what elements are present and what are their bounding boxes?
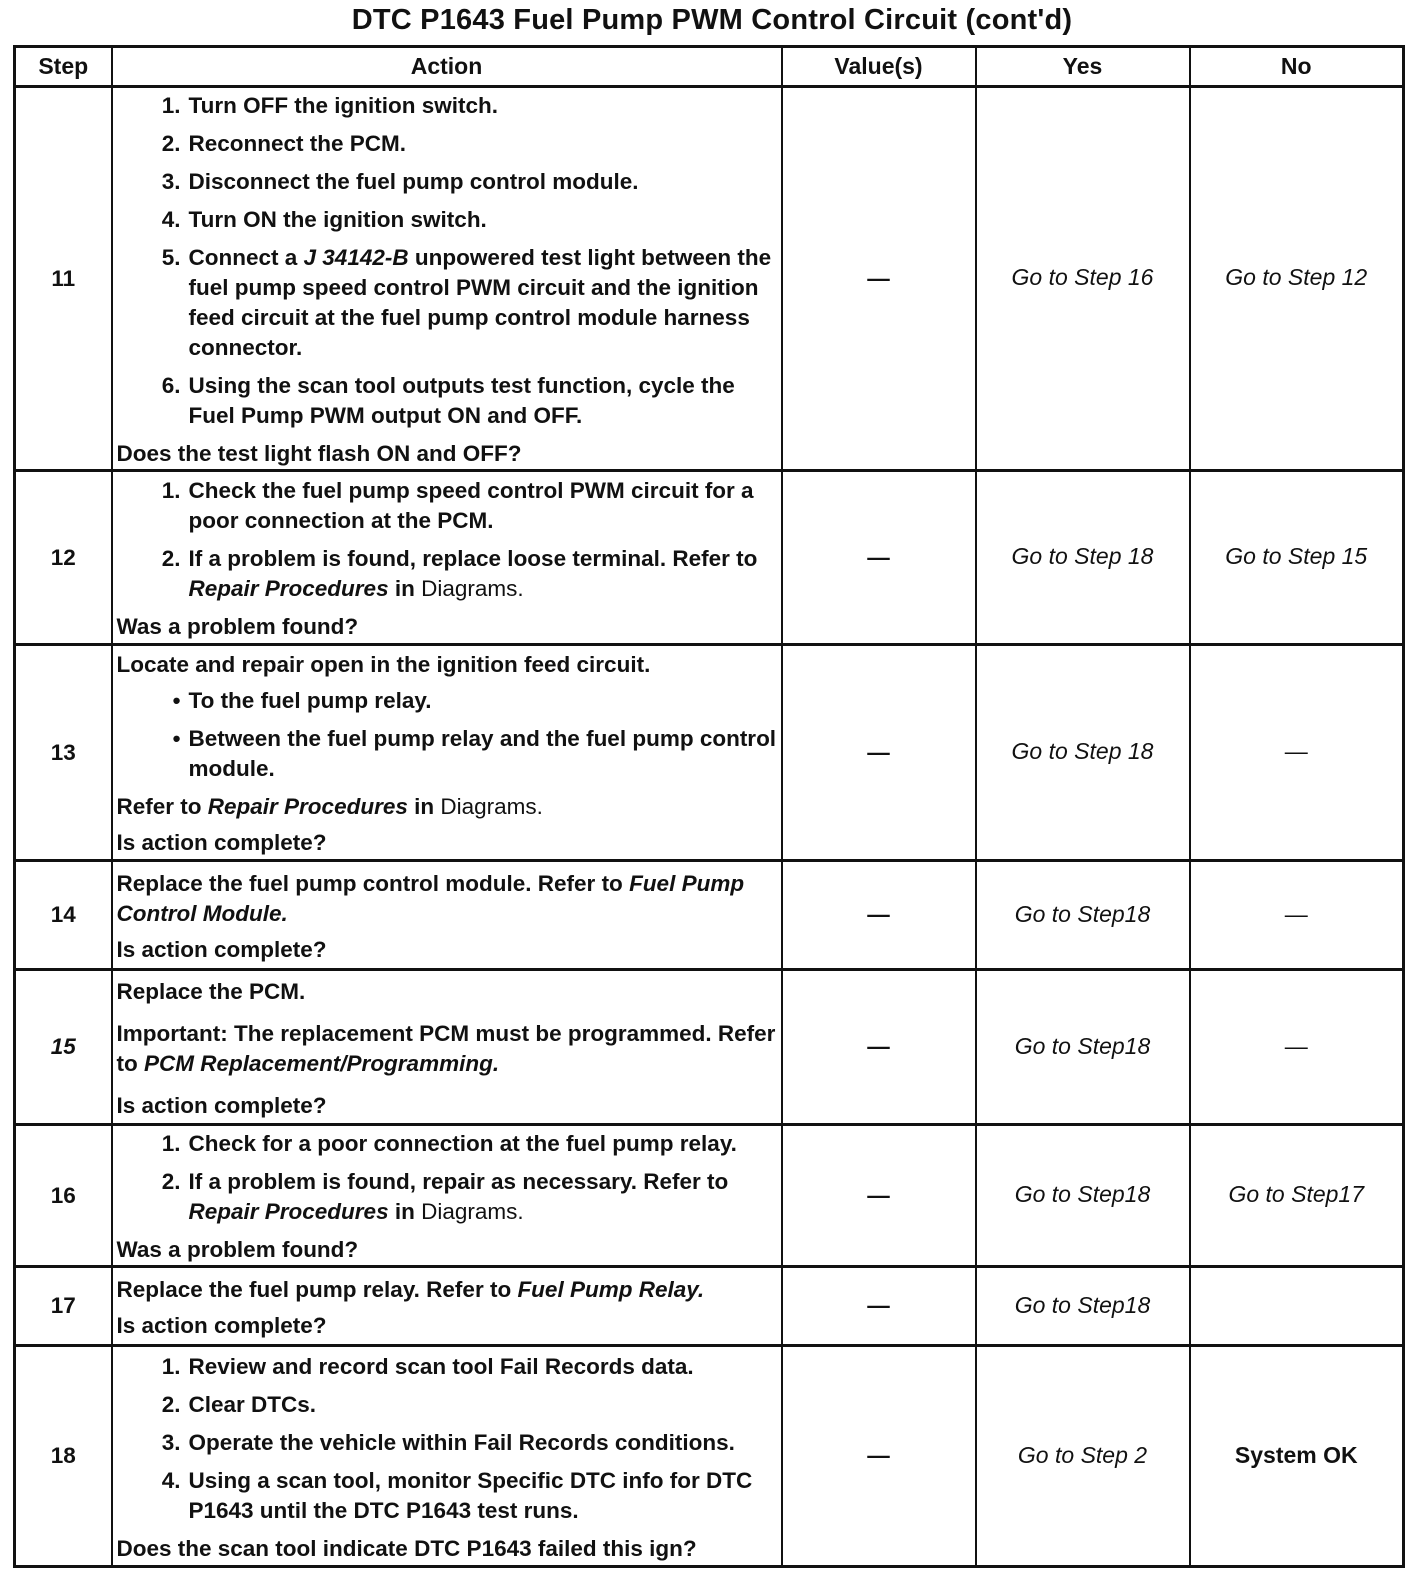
yes-cell: Go to Step 18 [976,471,1190,645]
item-number: 1. [161,478,181,503]
doc-reference: Repair Procedures [207,794,408,819]
action-cell [112,970,782,1125]
step-number: 13 [15,645,112,861]
item-text: Turn ON the ignition switch. [188,207,487,232]
text-fragment: in [407,794,441,819]
doc-reference: Fuel Pump Control Module. [116,870,745,926]
item-text: Using the scan tool outputs test function, cycle the Fuel Pump PWM output ON and OFF. [188,373,735,428]
item-number: 1. [161,93,181,118]
yes-cell: Go to Step18 [976,1267,1190,1346]
action-bullets [117,686,777,784]
no-cell: Go to Step 12 [1190,87,1404,471]
tool-reference: J 34142-B [303,245,409,270]
question-text: Is action complete? [116,830,327,855]
action-steps [117,1129,777,1227]
step-number: 12 [15,471,112,645]
action-cell [112,1267,782,1346]
value-cell: — [782,645,976,861]
text-fragment: Replace the fuel pump control module. Refer to [116,870,630,896]
text-fragment: Connect a [188,245,304,270]
diagnostic-table [13,45,1405,1568]
important-label: Important: [116,1020,228,1046]
item-text: Disconnect the fuel pump control module. [188,169,639,194]
header-row [15,47,1404,87]
item-text: To the fuel pump relay. [188,688,432,713]
list-item [117,1167,777,1227]
value-cell: — [782,1346,976,1567]
item-number: 2. [161,546,181,571]
table-row [15,645,1404,861]
bullet-icon: • [172,688,181,713]
item-text: Using a scan tool, monitor Specific DTC info for DTC P1643 until the DTC P1643 test runs. [188,1467,753,1523]
list-item [117,1129,777,1159]
table-row [15,471,1404,645]
list-item [117,91,777,121]
header-no: No [1190,47,1404,87]
value-cell: — [782,970,976,1125]
yes-cell: Go to Step18 [976,861,1190,970]
action-steps [117,91,777,431]
text-fragment: Diagrams. [440,794,543,819]
doc-reference: Repair Procedures [188,576,389,601]
list-item [117,686,777,716]
no-cell [1190,1267,1404,1346]
value-cell: — [782,87,976,471]
list-item [117,724,777,784]
list-item [117,129,777,159]
text-fragment: The replacement PCM must be programmed. Refer to [116,1020,776,1076]
doc-reference: Fuel Pump Relay. [517,1276,705,1302]
text-fragment: unpowered test light between the fuel pump speed control PWM circuit and the ignition feed circuit at the fuel pump control module harness connector. [188,245,772,360]
question-text: Does the test light flash ON and OFF? [116,441,522,466]
header-yes: Yes [976,47,1190,87]
text-fragment: in [388,576,422,601]
no-cell: — [1190,645,1404,861]
action-cell [112,1125,782,1267]
list-item [117,205,777,235]
bullet-icon: • [172,726,181,751]
no-cell: — [1190,970,1404,1125]
item-text: Between the fuel pump relay and the fuel pump control module. [188,726,777,781]
yes-cell: Go to Step 2 [976,1346,1190,1567]
no-cell: — [1190,861,1404,970]
list-item [117,1352,777,1382]
text-fragment: Diagrams. [421,576,524,601]
action-text [117,869,777,929]
value-cell: — [782,861,976,970]
step-number: 14 [15,861,112,970]
doc-reference: Repair Procedures [188,1199,389,1224]
list-item [117,167,777,197]
header-values: Value(s) [782,47,976,87]
text-fragment: Refer to [116,794,208,819]
action-cell [112,471,782,645]
item-text: Check the fuel pump speed control PWM circuit for a poor connection at the PCM. [188,478,754,533]
action-cell [112,87,782,471]
text-fragment: If a problem is found, repair as necessary. Refer to [188,1169,729,1194]
step-number: 11 [15,87,112,471]
table-row [15,861,1404,970]
refer-line [117,792,777,822]
action-steps [117,476,777,604]
question-text: Is action complete? [116,936,327,962]
table-row [15,1346,1404,1567]
item-text [189,1167,777,1227]
question-text: Is action complete? [116,1092,327,1118]
item-number: 1. [161,1131,181,1156]
question-text: Does the scan tool indicate DTC P1643 failed this ign? [116,1535,697,1561]
list-item [117,1390,777,1420]
table-row [15,1125,1404,1267]
step-number: 17 [15,1267,112,1346]
list-item [117,544,777,604]
item-text: Turn OFF the ignition switch. [188,93,499,118]
no-cell: System OK [1190,1346,1404,1567]
list-item [117,371,777,431]
value-cell: — [782,471,976,645]
step-number: 18 [15,1346,112,1567]
item-number: 3. [161,1429,181,1455]
item-text: Check for a poor connection at the fuel pump relay. [188,1131,737,1156]
item-number: 2. [161,131,181,156]
item-text [189,544,777,604]
action-cell [112,645,782,861]
text-fragment: in [388,1199,422,1224]
item-text: Reconnect the PCM. [188,131,407,156]
value-cell: — [782,1267,976,1346]
list-item [117,1466,777,1526]
item-number: 4. [161,1467,181,1493]
item-number: 2. [161,1169,181,1194]
text-fragment: If a problem is found, replace loose terminal. Refer to [188,546,758,571]
page-title: DTC P1643 Fuel Pump PWM Control Circuit (cont'd) [351,4,1073,36]
item-number: 1. [161,1353,181,1379]
item-number: 6. [161,373,181,398]
text-fragment: Replace the fuel pump relay. Refer to [116,1276,518,1302]
item-number: 4. [161,207,181,232]
item-number: 3. [161,169,181,194]
item-text: Review and record scan tool Fail Records data. [188,1353,694,1379]
question-text: Was a problem found? [116,614,359,639]
yes-cell: Go to Step18 [976,1125,1190,1267]
value-cell: — [782,1125,976,1267]
list-item [117,243,777,363]
question-text: Is action complete? [116,1312,327,1338]
step-number: 16 [15,1125,112,1267]
item-text [189,243,777,363]
no-cell: Go to Step 15 [1190,471,1404,645]
yes-cell: Go to Step 16 [976,87,1190,471]
action-cell [112,861,782,970]
list-item [117,476,777,536]
header-step: Step [15,47,112,87]
doc-reference: PCM Replacement/Programming. [144,1050,500,1076]
question-text: Was a problem found? [116,1237,359,1262]
action-text: Replace the PCM. [116,978,306,1004]
list-item [117,1428,777,1458]
yes-cell: Go to Step 18 [976,645,1190,861]
action-cell [112,1346,782,1567]
action-steps [117,1352,777,1526]
item-text: Clear DTCs. [188,1391,317,1417]
table-row [15,970,1404,1125]
no-cell: Go to Step17 [1190,1125,1404,1267]
item-text: Operate the vehicle within Fail Records conditions. [188,1429,735,1455]
important-note [117,1019,777,1079]
action-intro: Locate and repair open in the ignition feed circuit. [116,652,651,677]
table-row [15,87,1404,471]
item-number: 5. [161,245,181,270]
text-fragment: Diagrams. [421,1199,524,1224]
action-text [117,1275,777,1305]
item-number: 2. [161,1391,181,1417]
header-action: Action [112,47,782,87]
yes-cell: Go to Step18 [976,970,1190,1125]
table-row [15,1267,1404,1346]
step-number: 15 [15,970,112,1125]
